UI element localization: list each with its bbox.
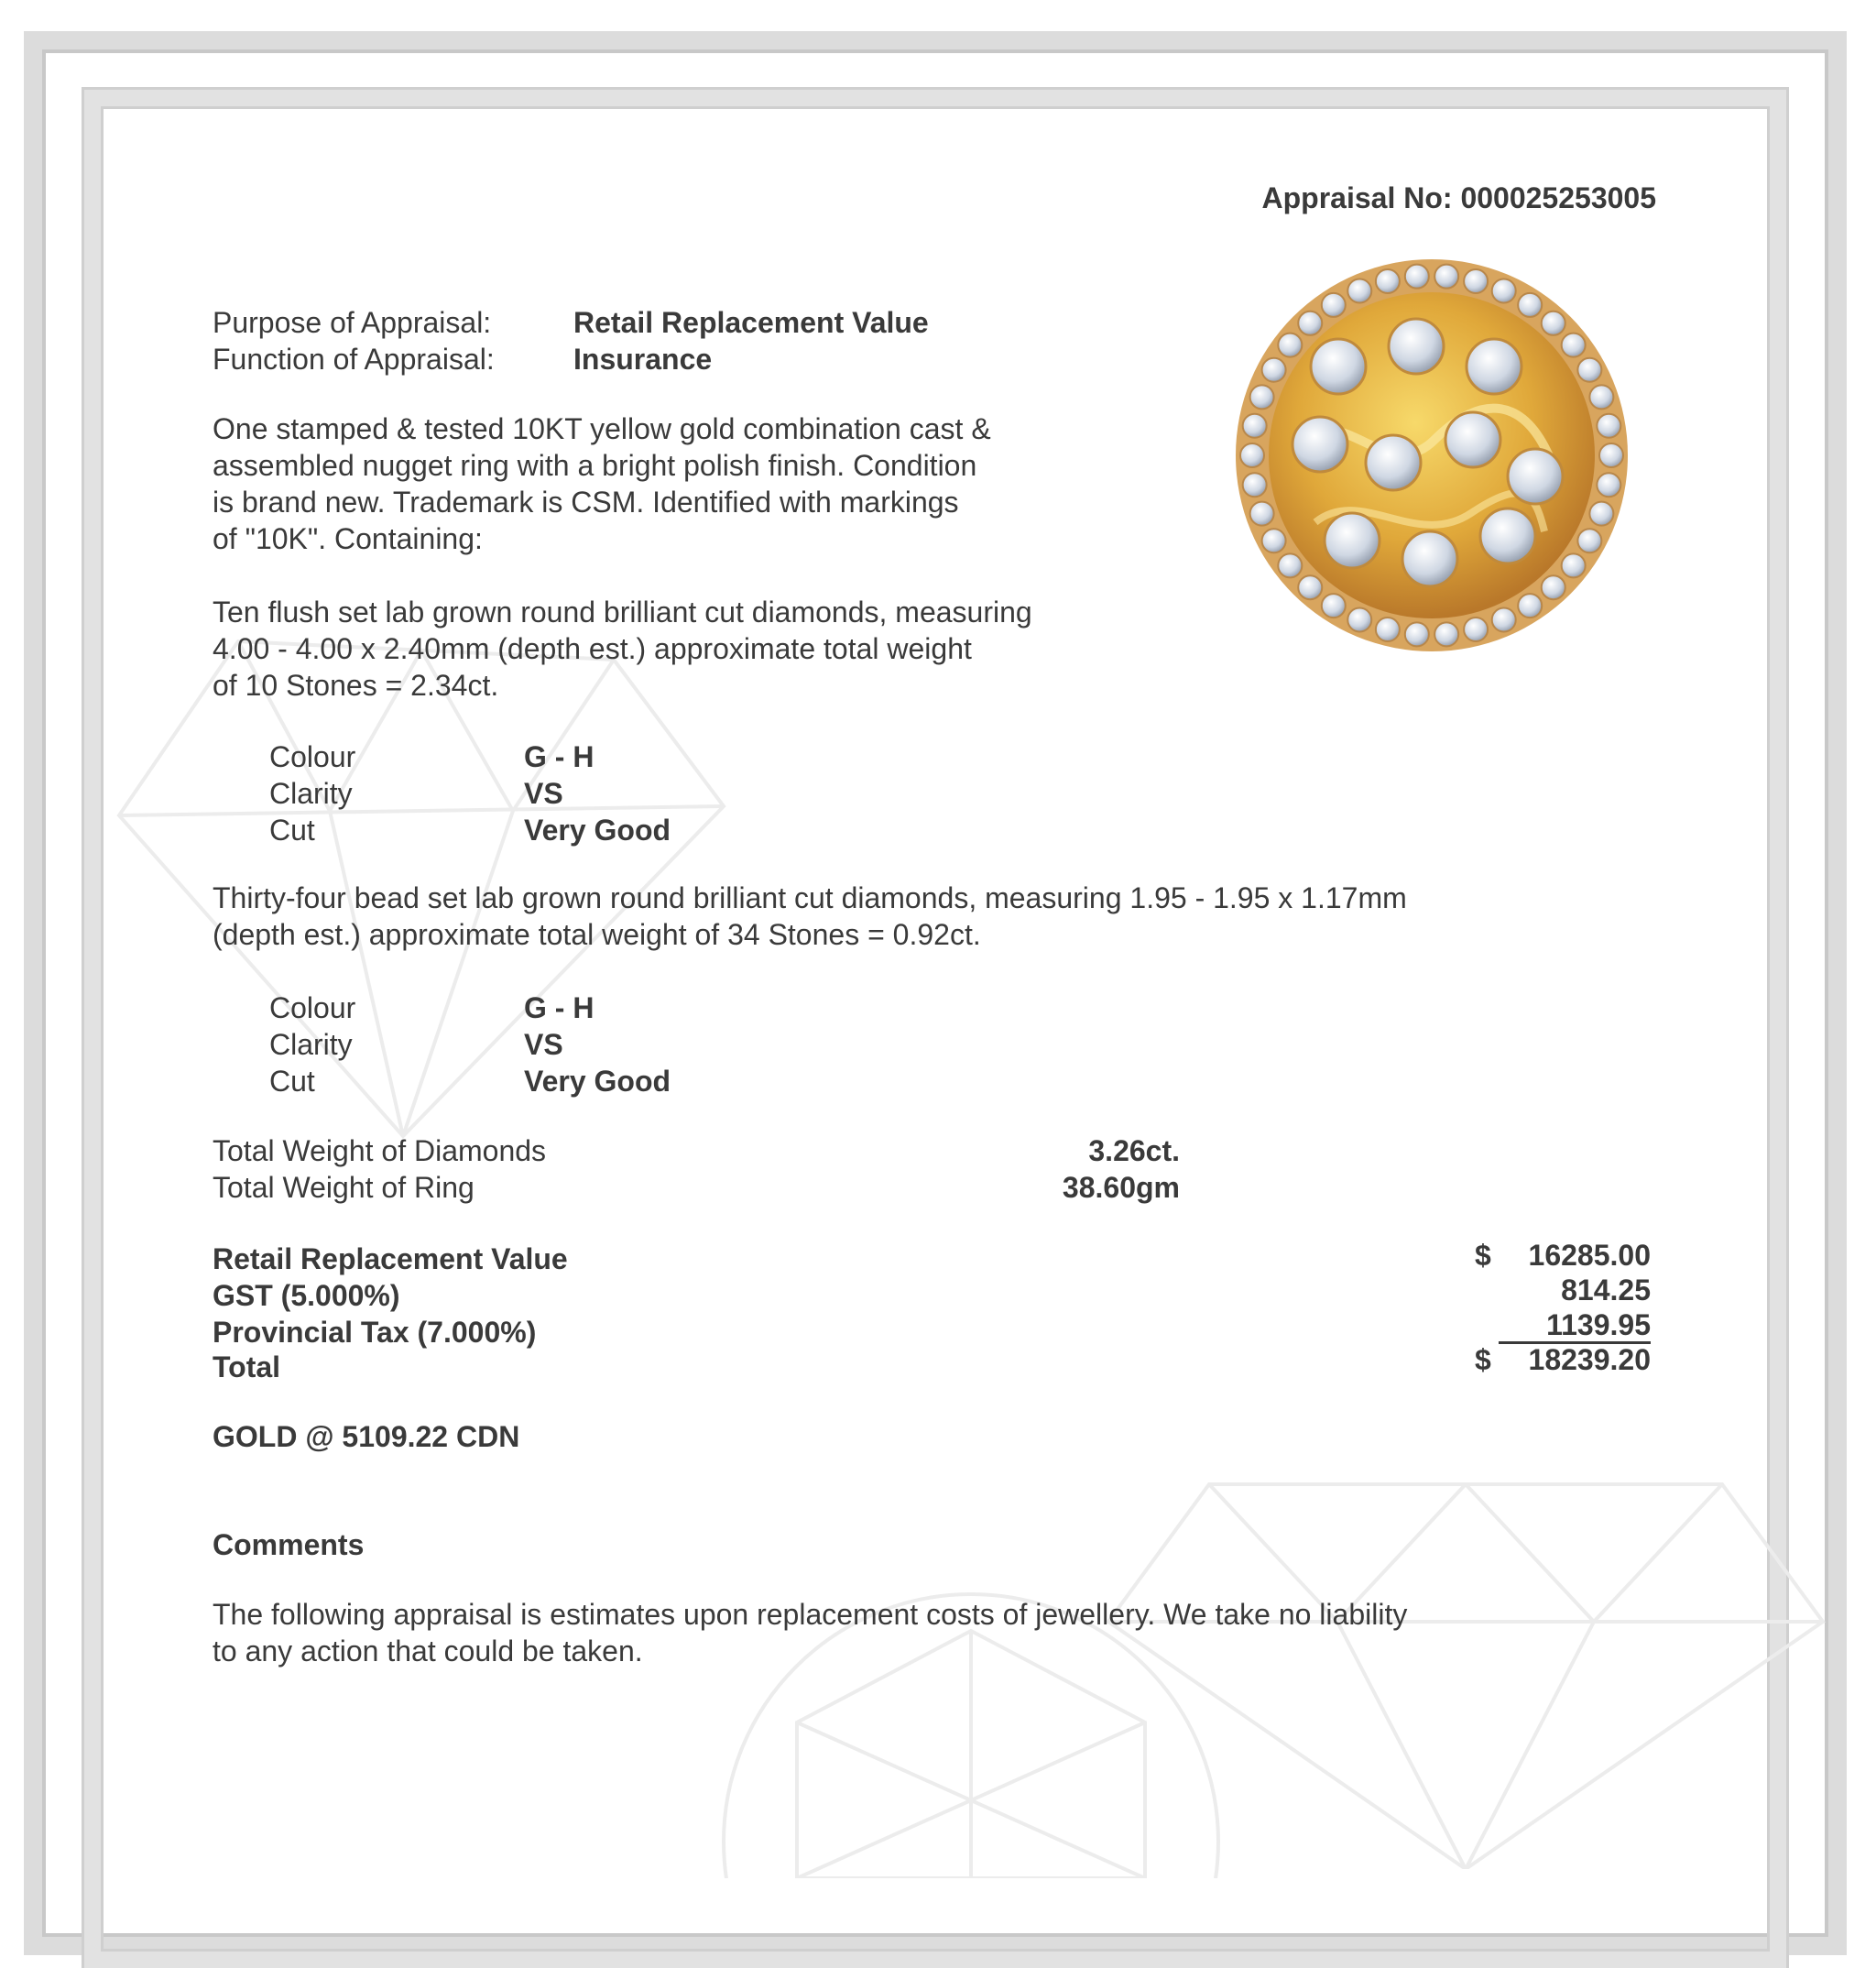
halo-diamond <box>1376 269 1400 293</box>
rrv-value: 16285.00 <box>1528 1239 1651 1272</box>
stones1-cut-label: Cut <box>269 814 315 847</box>
halo-diamond <box>1405 265 1429 289</box>
description-line: One stamped & tested 10KT yellow gold combination cast & <box>213 412 991 445</box>
center-diamond <box>1508 449 1563 504</box>
halo-diamond <box>1243 473 1267 497</box>
halo-diamond <box>1464 618 1488 641</box>
stones2-clarity-label: Clarity <box>269 1028 353 1061</box>
stones2-colour-label: Colour <box>269 991 356 1024</box>
gst-value: 814.25 <box>1561 1274 1651 1307</box>
comments-paragraph <box>213 1596 1407 1669</box>
total-label: Total <box>213 1350 281 1383</box>
ring-photo <box>1233 257 1631 654</box>
function-value: Insurance <box>573 343 713 376</box>
stones2-cut-label: Cut <box>269 1065 315 1098</box>
description-line: is brand new. Trademark is CSM. Identified with markings <box>213 486 959 519</box>
halo-diamond <box>1250 502 1274 526</box>
stones1-line: Ten flush set lab grown round brilliant cut diamonds, measuring <box>213 596 1032 629</box>
halo-diamond <box>1243 414 1267 438</box>
stones1-clarity-value: VS <box>524 777 563 810</box>
halo-diamond <box>1597 414 1620 438</box>
center-diamond <box>1389 319 1444 374</box>
comments-line: The following appraisal is estimates upon replacement costs of jewellery. We take no liability <box>213 1598 1408 1631</box>
halo-diamond <box>1542 575 1565 599</box>
description-line: assembled nugget ring with a bright polish finish. Condition <box>213 449 977 482</box>
halo-diamond <box>1464 269 1488 293</box>
stones2-cut-value: Very Good <box>524 1065 671 1098</box>
center-diamond <box>1480 508 1535 563</box>
halo-diamond <box>1434 265 1458 289</box>
center-diamond <box>1402 531 1457 586</box>
halo-diamond <box>1376 618 1400 641</box>
halo-diamond <box>1278 553 1302 577</box>
stones1-colour-label: Colour <box>269 740 356 773</box>
halo-diamond <box>1562 333 1586 357</box>
halo-diamond <box>1298 312 1322 335</box>
function-label: Function of Appraisal: <box>213 343 495 376</box>
halo-diamond <box>1577 529 1601 552</box>
center-diamond <box>1366 435 1421 490</box>
pst-label: Provincial Tax (7.000%) <box>213 1316 537 1349</box>
rrv-currency: $ <box>1475 1239 1491 1272</box>
halo-diamond <box>1262 529 1286 552</box>
halo-diamond <box>1597 473 1620 497</box>
stones2-paragraph <box>213 880 1407 953</box>
gold-price: GOLD @ 5109.22 CDN <box>213 1420 520 1453</box>
center-diamond <box>1445 412 1500 467</box>
stones1-cut-value: Very Good <box>524 814 671 847</box>
total-ring-label: Total Weight of Ring <box>213 1171 474 1204</box>
halo-diamond <box>1492 607 1516 631</box>
halo-diamond <box>1278 333 1302 357</box>
stones2-clarity-value: VS <box>524 1028 563 1061</box>
stones2-colour-value: G - H <box>524 991 594 1024</box>
halo-diamond <box>1577 358 1601 382</box>
total-diamonds-label: Total Weight of Diamonds <box>213 1134 547 1167</box>
stones1-clarity-label: Clarity <box>269 777 353 810</box>
stones1-line: of 10 Stones = 2.34ct. <box>213 669 499 702</box>
halo-diamond <box>1250 385 1274 409</box>
halo-diamond <box>1589 502 1613 526</box>
center-diamond <box>1325 513 1380 568</box>
description-paragraph <box>213 410 991 557</box>
halo-diamond <box>1405 622 1429 646</box>
halo-diamond <box>1562 553 1586 577</box>
stones1-line: 4.00 - 4.00 x 2.40mm (depth est.) approximate total weight <box>213 632 972 665</box>
halo-diamond <box>1589 385 1613 409</box>
stones2-line: Thirty-four bead set lab grown round brilliant cut diamonds, measuring 1.95 - 1.95 x 1.17mm <box>213 881 1407 914</box>
center-diamond <box>1292 417 1347 472</box>
halo-diamond <box>1599 443 1623 467</box>
halo-diamond <box>1542 312 1565 335</box>
comments-heading: Comments <box>213 1528 365 1561</box>
rrv-label: Retail Replacement Value <box>213 1242 568 1275</box>
stones2-line: (depth est.) approximate total weight of 34 Stones = 0.92ct. <box>213 918 981 951</box>
halo-diamond <box>1518 594 1542 618</box>
pst-value: 1139.95 <box>1546 1308 1651 1341</box>
center-diamond <box>1311 339 1366 394</box>
halo-diamond <box>1434 622 1458 646</box>
center-diamond <box>1467 339 1522 394</box>
comments-line: to any action that could be taken. <box>213 1635 643 1667</box>
halo-diamond <box>1347 279 1371 303</box>
total-value: 18239.20 <box>1528 1343 1651 1376</box>
purpose-value: Retail Replacement Value <box>573 306 929 339</box>
halo-diamond <box>1492 279 1516 303</box>
appraisal-number: Appraisal No: 000025253005 <box>1261 181 1656 214</box>
stones1-colour-value: G - H <box>524 740 594 773</box>
halo-diamond <box>1298 575 1322 599</box>
halo-diamond <box>1240 443 1264 467</box>
halo-diamond <box>1322 293 1346 317</box>
description-line: of "10K". Containing: <box>213 522 483 555</box>
total-diamonds-value: 3.26ct. <box>1088 1134 1180 1167</box>
total-currency: $ <box>1475 1343 1491 1376</box>
halo-diamond <box>1322 594 1346 618</box>
stones1-paragraph <box>213 594 1032 704</box>
purpose-label: Purpose of Appraisal: <box>213 306 492 339</box>
total-ring-value: 38.60gm <box>1062 1171 1180 1204</box>
gst-label: GST (5.000%) <box>213 1279 400 1312</box>
halo-diamond <box>1518 293 1542 317</box>
halo-diamond <box>1347 607 1371 631</box>
halo-diamond <box>1262 358 1286 382</box>
